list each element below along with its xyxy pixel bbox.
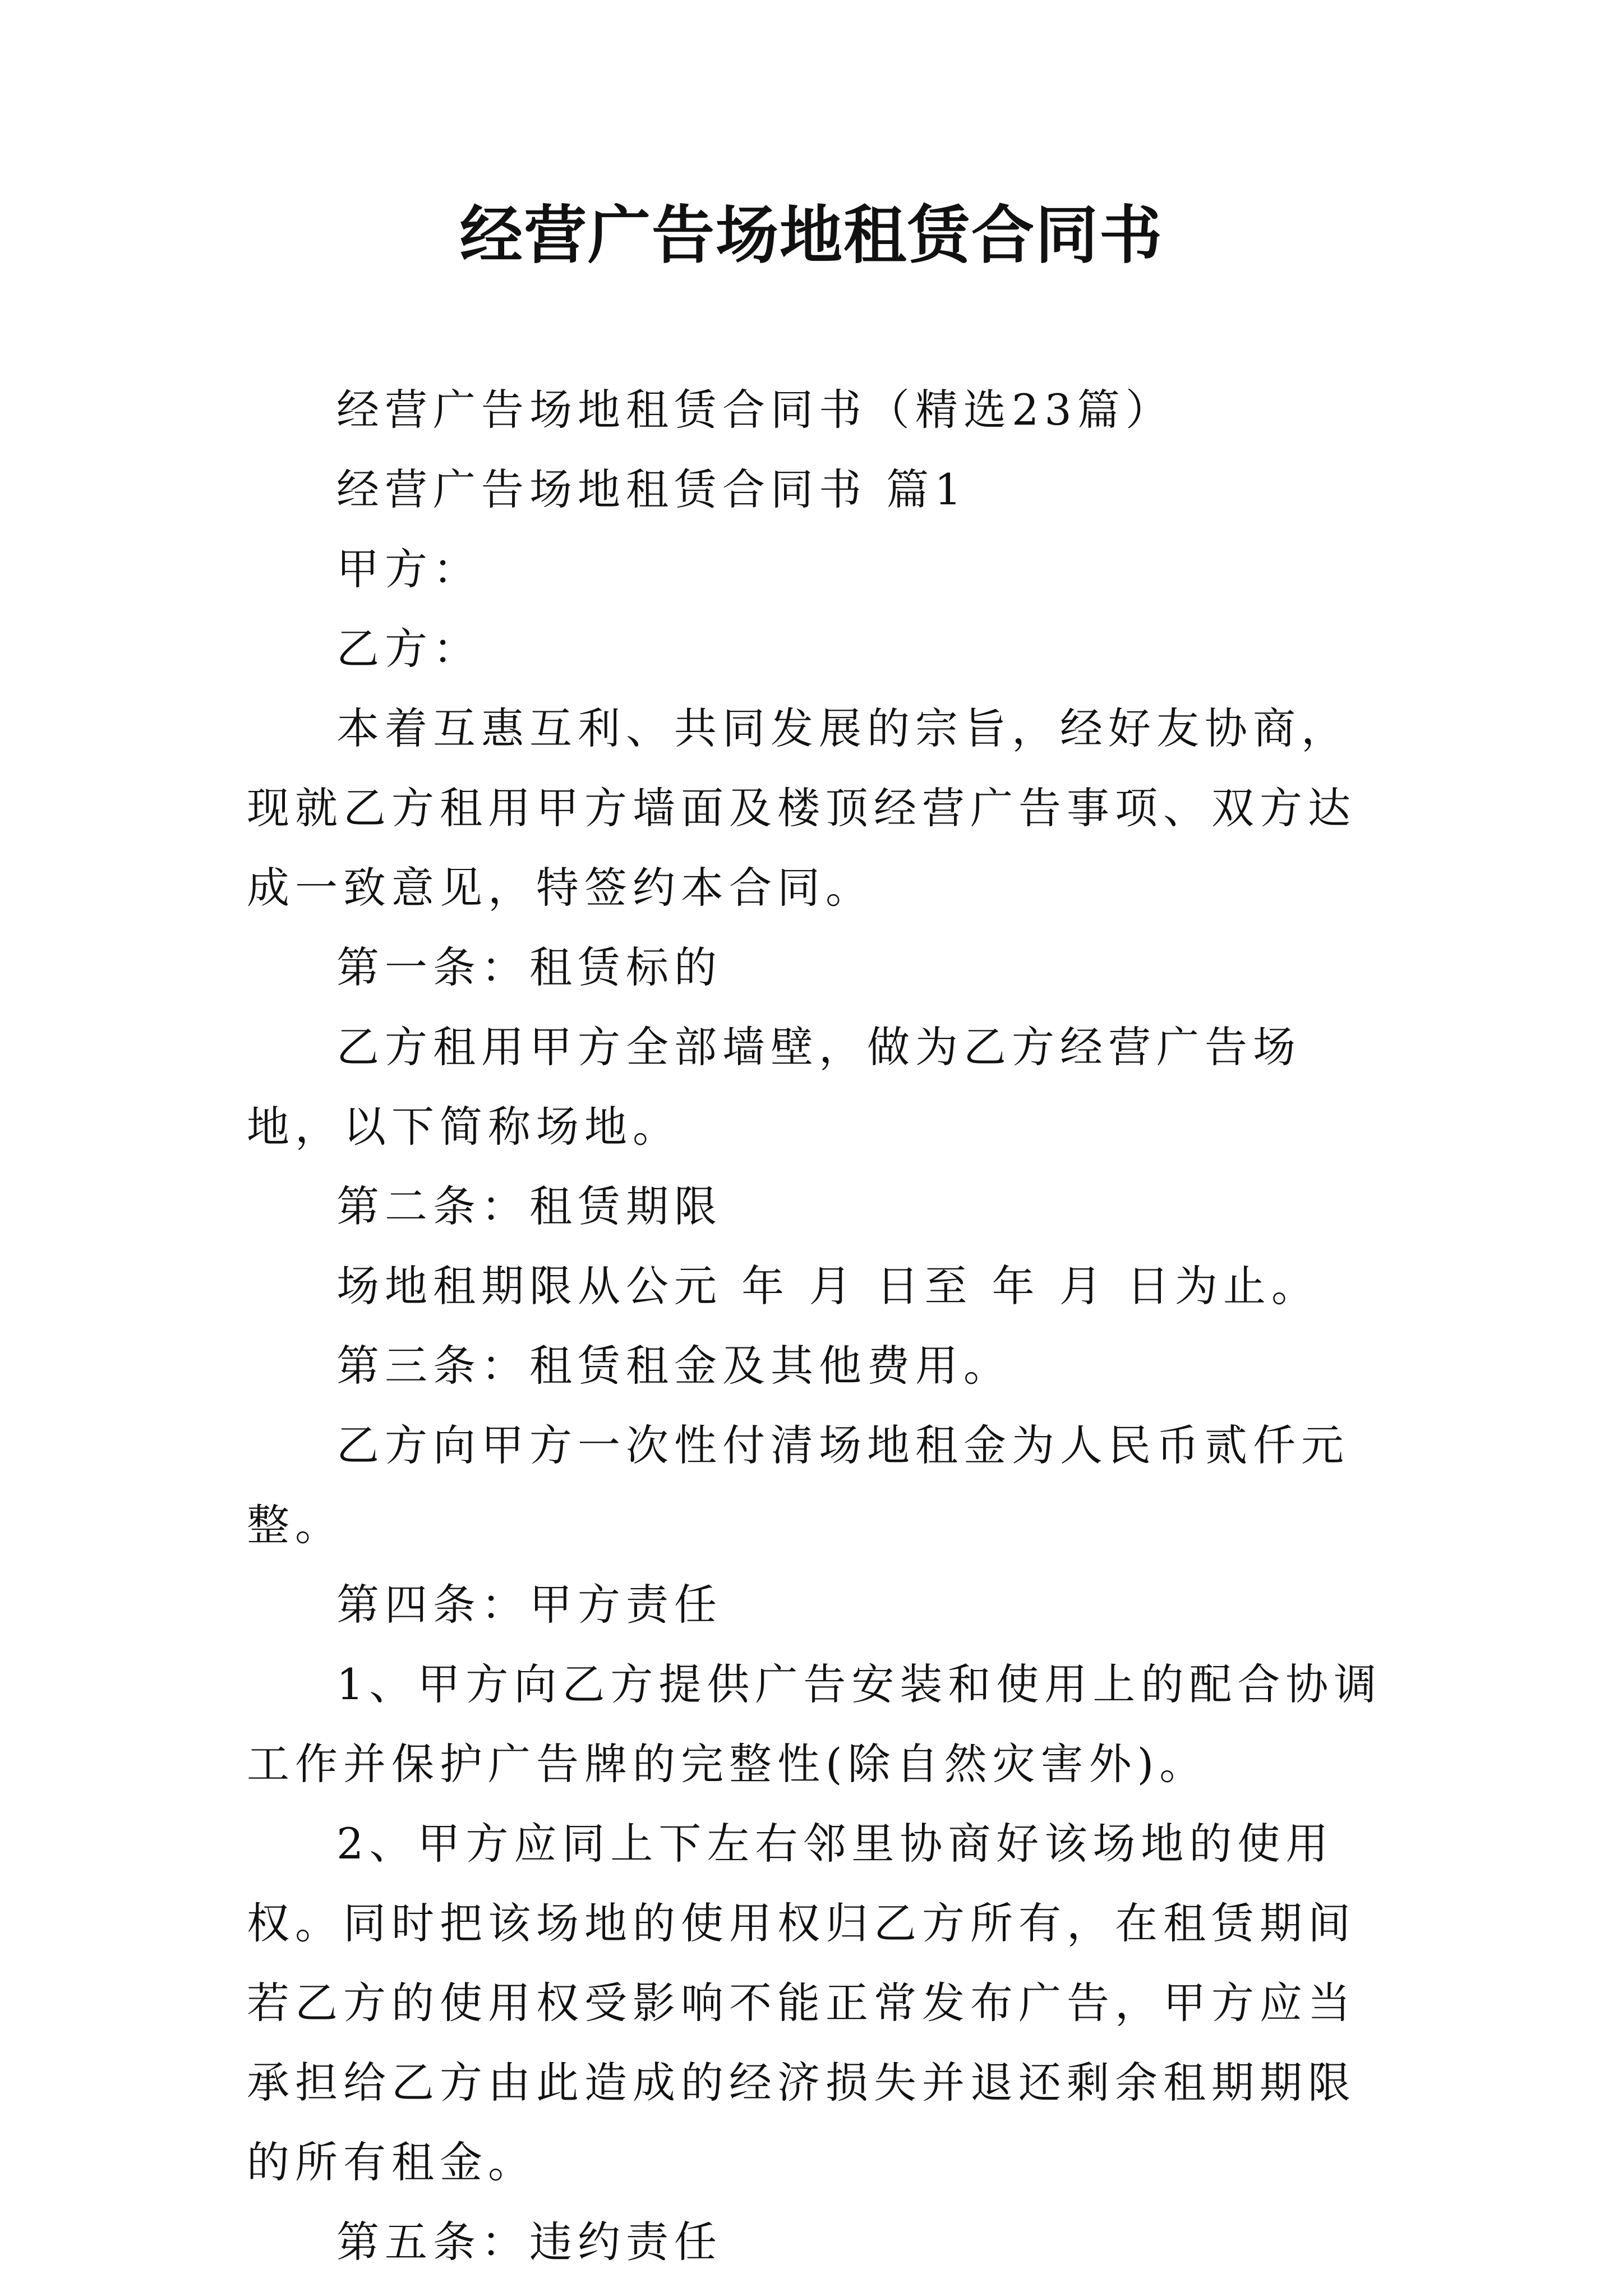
paragraph-party-b: 乙方： [336, 624, 481, 674]
article-1-text: 乙方租用甲方全部墙壁，做为乙方经营广告场地，以下简称场地。 [247, 1022, 1301, 1152]
article-4-heading: 第四条：甲方责任 [336, 1580, 722, 1630]
paragraph-section-heading: 经营广告场地租赁合同书 篇1 [336, 464, 967, 514]
article-1-heading: 第一条：租赁标的 [336, 942, 722, 992]
document-body [247, 370, 1391, 2282]
paragraph-party-a: 甲方： [336, 544, 481, 594]
paragraph-preamble: 本着互惠互利、共同发展的宗旨，经好友协商，现就乙方租用甲方墙面及楼顶经营广告事项、双方达成一致意见，特签约本合同。 [247, 703, 1356, 913]
article-3-text: 乙方向甲方一次性付清场地租金为人民币贰仟元整。 [247, 1420, 1349, 1550]
article-4-item-1: 1、甲方向乙方提供广告安装和使用上的配合协调工作并保护广告牌的完整性(除自然灾害外)。 [247, 1659, 1382, 1789]
article-5-heading: 第五条：违约责任 [336, 2217, 722, 2267]
article-3-heading: 第三条：租赁租金及其他费用。 [336, 1341, 1012, 1391]
paragraph-subtitle: 经营广告场地租赁合同书（精选23篇） [336, 385, 1174, 435]
document-title: 经营广告场地租赁合同书 [460, 199, 1163, 272]
article-4-item-2: 2、甲方应同上下左右邻里协商好该场地的使用权。同时把该场地的使用权归乙方所有，在租赁期间若乙方的使用权受影响不能正常发布广告，甲方应当承担给乙方由此造成的经济损失并退还剩余租期期限的所有租金。 [247, 1819, 1356, 2187]
article-2-heading: 第二条：租赁期限 [336, 1181, 722, 1231]
article-2-text: 场地租期限从公元 年 月 日至 年 月 日为止。 [336, 1261, 1320, 1311]
